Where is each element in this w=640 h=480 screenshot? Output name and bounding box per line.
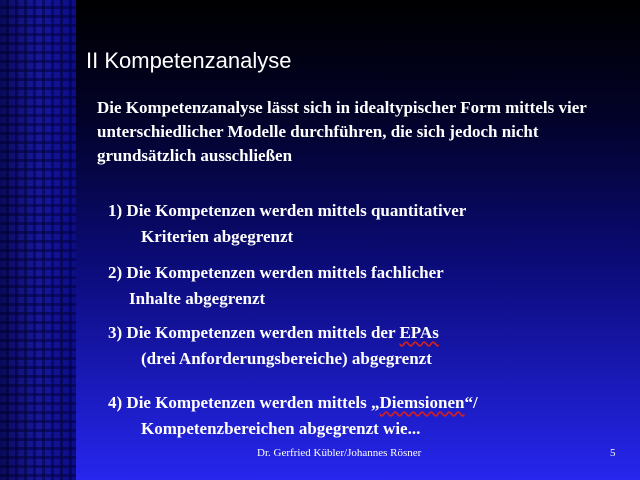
list-item-1 [108, 198, 466, 250]
list-item-4-line2: Kompetenzbereichen abgegrenzt wie... [141, 419, 421, 438]
spellcheck-marked-word: EPAs [399, 323, 439, 342]
page-number: 5 [610, 447, 616, 459]
intro-paragraph: Die Kompetenzanalyse lässt sich in idealtypischer Form mittels vier unterschiedlicher Modelle durchführen, die sich jedoch nicht grundsätzlich ausschließen [97, 98, 587, 165]
list-item-4-line1 [108, 390, 478, 416]
list-item-4 [108, 390, 478, 442]
list-item-2 [108, 260, 444, 312]
decorative-strip-shade [20, 0, 76, 480]
list-item-3 [108, 320, 439, 372]
list-item-3-line2: (drei Anforderungsbereiche) abgegrenzt [141, 349, 432, 368]
slide-footer: Dr. Gerfried Kübler/Johannes Rösner [257, 447, 422, 459]
list-item-1-line2: Kriterien abgegrenzt [141, 227, 294, 246]
list-item-3-line1-text: 3) Die Kompetenzen werden mittels der [108, 323, 400, 342]
list-item-2-line2: Inhalte abgegrenzt [129, 289, 266, 308]
list-item-2-line1: 2) Die Kompetenzen werden mittels fachlicher [108, 263, 444, 282]
list-item-1-line1: 1) Die Kompetenzen werden mittels quantitativer [108, 201, 467, 220]
list-item-4-line1-end: “/ [464, 393, 478, 412]
spellcheck-marked-word: Diemsionen [379, 393, 465, 412]
slide-title: II Kompetenzanalyse [86, 48, 292, 73]
list-item-3-line1 [108, 320, 439, 346]
list-item-4-line1-text: 4) Die Kompetenzen werden mittels „ [108, 393, 380, 412]
